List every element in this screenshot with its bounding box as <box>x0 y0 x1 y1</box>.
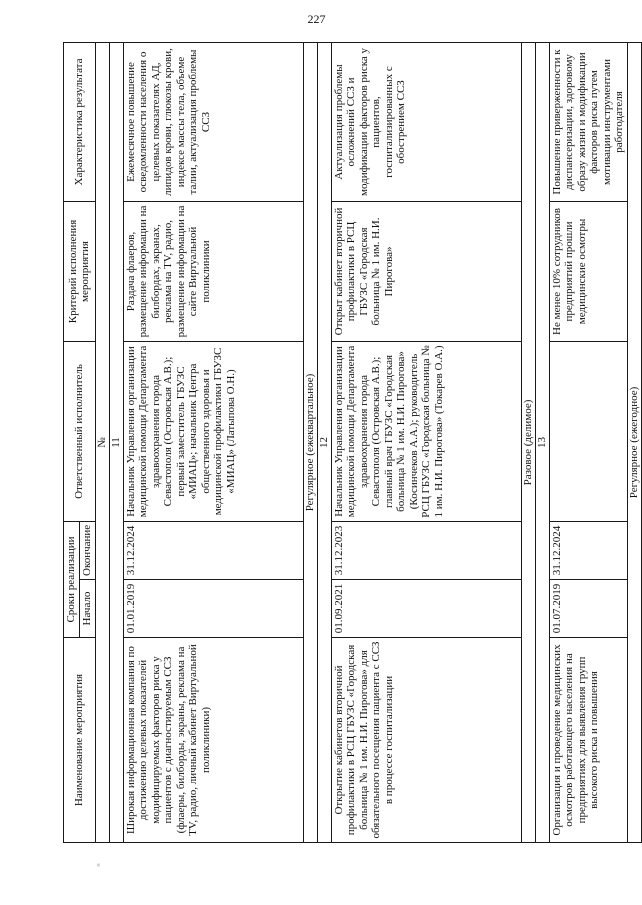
table-row-number <box>317 42 331 842</box>
rotated-table-container <box>63 43 640 843</box>
row-number: 11 <box>109 42 123 842</box>
header-num-row <box>95 42 109 842</box>
row-criterion: Не менее 10% сотрудников предприятий прошли медицинские осмотры <box>549 201 627 341</box>
header-end: Окончание <box>80 521 96 579</box>
header-terms: Сроки реализации <box>64 521 80 637</box>
row-end: 31.12.2023 <box>331 521 521 579</box>
row-name: Организация и проведение медицинских осмотров работающего населения на предприятиях для выявления групп высокого риска и повышения <box>549 638 627 843</box>
row-responsible <box>549 341 627 521</box>
row-name: Открытие кабинетов вторичной профилактики в РСЦ ГБУЗС «Городская больница № 1 им. Н.И. Пирогова» для обязательного посещения пациента с ССЗ в процессе госпитализации <box>331 638 521 843</box>
table-row-regularity <box>627 42 641 842</box>
row-result: Ежемесячное повышение осведомленности населения о целевых показателях АД, липидов крови, глюкозы крови, индексе массы тела, объеме талии, актуализация проблемы ССЗ <box>123 42 303 201</box>
row-start: 01.01.2019 <box>123 580 303 638</box>
header-responsible: Ответственный исполнитель <box>64 341 96 521</box>
page-number: 227 <box>307 12 326 26</box>
scan-mark: ¹¹ <box>96 863 103 867</box>
table-row-number <box>535 42 549 842</box>
row-regularity: Регулярное (ежеквартальное) <box>303 42 317 842</box>
row-name: Широкая информационная компания по достижению целевых показателей модифицируемых факторов риска у пациентов с диагностируемым ССЗ (флаеры, билборды, экраны, реклама на TV, радио, личный кабинет Виртуальной поликлиники) <box>123 638 303 843</box>
table-row <box>331 42 521 842</box>
header-name: Наименование мероприятия <box>64 638 96 843</box>
row-criterion: Раздача флаеров, размещение информации на билбордах, экранах, реклама на TV, радио, размещение информации на сайте Виртуальной поликлиники <box>123 201 303 341</box>
row-number: 12 <box>317 42 331 842</box>
header-criterion: Критерий исполнения мероприятия <box>64 201 96 341</box>
row-regularity: Регулярное (ежегодное) <box>627 42 641 842</box>
row-start: 01.09.2021 <box>331 580 521 638</box>
row-responsible: Начальник Управления организации медицинской помощи Департамента здравоохранения города Севастополя (Островская А.В.); первый заместитель ГБУЗС «МИАЦ»; начальник Центра общественного здоровья и медицинской профилактики ГБУЗС «МИАЦ» (Латыпова О.Н.) <box>123 341 303 521</box>
row-result: Повышение приверженности к диспансеризации, здоровому образу жизни и модификации факторов риска путем мотивации инструментами работодателя <box>549 42 627 201</box>
row-result: Актуализация проблемы осложнений ССЗ и модификации факторов риска у пациентов, госпитализированных с обострением ССЗ <box>331 42 521 201</box>
row-criterion: Открыт кабинет вторичной профилактики в РСЦ ГБУЗС «Городская больница № 1 им. Н.И. Пирогова» <box>331 201 521 341</box>
row-responsible: Начальник Управления организации медицинской помощи Департамента здравоохранения города Севастополя (Островская А.В.); главный врач ГБУЗС «Городская больница № 1 им. Н.И. Пирогова» (Косинчеков А.А.); руководитель РСЦ ГБУЗС «Городская больница № 1 им. Н.И. Пирогова» (Токарев О.А.) <box>331 341 521 521</box>
row-number: 13 <box>535 42 549 842</box>
table-row-regularity <box>303 42 317 842</box>
table-row <box>123 42 303 842</box>
row-end: 31.12.2024 <box>123 521 303 579</box>
row-regularity: Разовое (делимое) <box>521 42 535 842</box>
row-end: 31.12.2024 <box>549 521 627 579</box>
table-row <box>549 42 627 842</box>
row-start: 01.07.2019 <box>549 580 627 638</box>
table-row-number <box>109 42 123 842</box>
header-row <box>64 42 80 842</box>
header-num: № <box>95 42 109 842</box>
header-start: Начало <box>80 580 96 638</box>
header-result: Характеристика результата <box>64 42 96 201</box>
table-row-regularity <box>521 42 535 842</box>
activities-table <box>63 42 642 843</box>
